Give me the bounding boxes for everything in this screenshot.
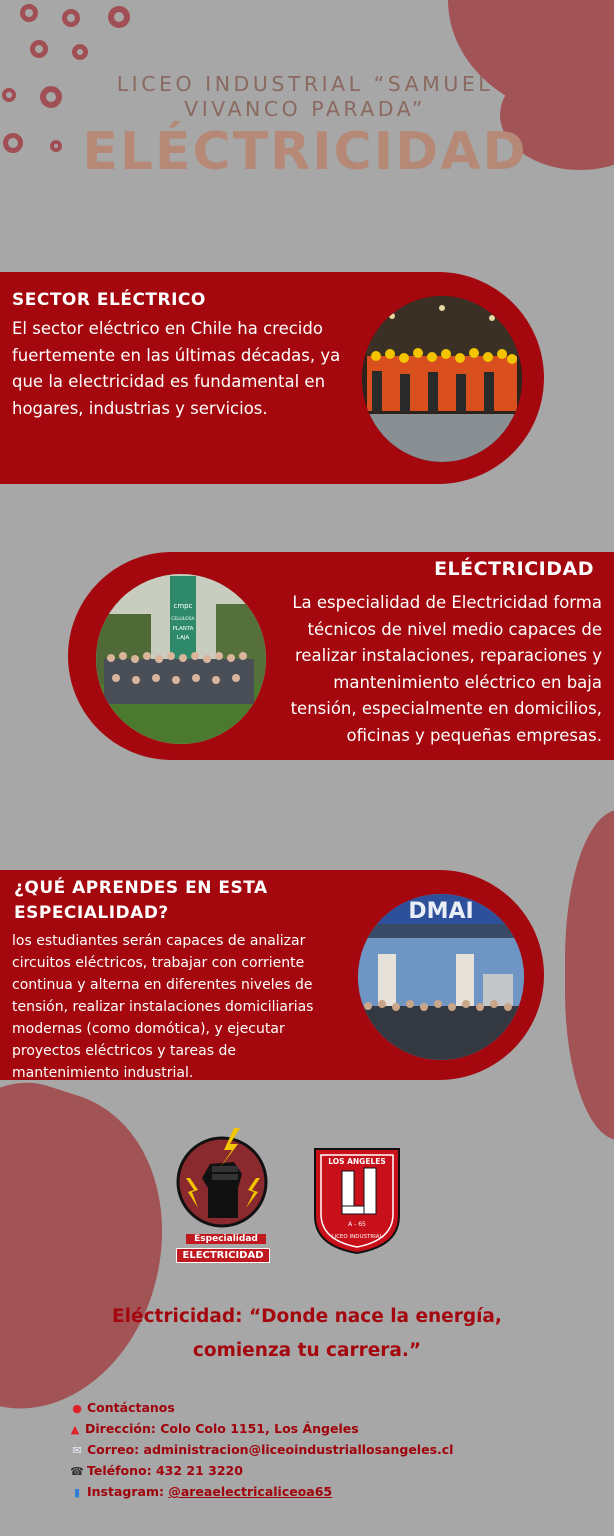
contact-email-row	[70, 1440, 453, 1461]
sign-celulosa: CELULOSA	[171, 617, 195, 622]
section-aprendes-heading: ¿QUÉ APRENDES EN ESTA ESPECIALIDAD?	[14, 878, 268, 923]
decor-ring	[20, 4, 38, 22]
contact-instagram-row	[70, 1482, 453, 1503]
contact-instagram-label: Instagram:	[87, 1484, 169, 1499]
decor-ring	[2, 88, 16, 102]
section-sector-text: El sector eléctrico en Chile ha crecido fuertemente en las últimas décadas, ya que la electricidad es fundamental en hogares, industrias y servicios.	[12, 319, 341, 418]
crest-top-text: LOS ANGELES	[328, 1157, 386, 1166]
workers-group-photo	[362, 296, 522, 462]
section-aprendes-text: los estudiantes serán capaces de analizar circuitos eléctricos, trabajar con corriente continua y alterna en diferentes niveles de tensión, realizar instalaciones domiciliarias modernas (como domótica), y ejecutar proyectos eléctricos y tareas de mantenimiento industrial.	[12, 933, 314, 1081]
contact-email[interactable]: Correo: administracion@liceoindustriallosangeles.cl	[87, 1442, 454, 1457]
page-title: ELÉCTRICIDAD	[82, 122, 528, 182]
especialidad-electricidad-logo	[172, 1128, 272, 1268]
contact-title: Contáctanos	[87, 1400, 175, 1415]
pin-icon: ●	[72, 1402, 82, 1415]
students-planta-photo	[96, 574, 266, 744]
decor-ring	[30, 40, 48, 58]
decor-ring	[62, 9, 80, 27]
especialidad-small-label: Especialidad	[186, 1234, 266, 1244]
contact-phone-row	[70, 1461, 453, 1482]
slogan: Eléctricidad: “Donde nace la energía, comienza tu carrera.”	[112, 1306, 502, 1361]
crest-code-text: A - 65	[348, 1221, 366, 1228]
crest-bottom-text: LICEO INDUSTRIAL	[331, 1234, 383, 1240]
phone-icon: ☎	[70, 1465, 84, 1478]
mobile-phone-icon: ▮	[73, 1486, 81, 1499]
school-name: LICEO INDUSTRIAL “SAMUEL VIVANCO PARADA”	[116, 72, 494, 121]
section-electricidad-text: La especialidad de Electricidad forma técnicos de nivel medio capaces de realizar instalaciones, reparaciones y mantenimiento eléctrico en baja tensión, especialmente en domicilios, oficinas y pequeñas empresas.	[290, 593, 602, 745]
pushpin-icon: ▲	[70, 1423, 80, 1436]
contact-title-row	[70, 1398, 453, 1419]
especialidad-big-label: ELECTRICIDAD	[176, 1248, 270, 1263]
workers-group-photo-graphic	[362, 296, 522, 462]
envelope-icon: ✉	[72, 1444, 82, 1457]
sign-planta: PLANTA	[172, 626, 194, 632]
contact-phone[interactable]: Teléfono: 432 21 3220	[87, 1463, 243, 1478]
section-sector-heading: SECTOR ELÉCTRICO	[12, 290, 206, 310]
banner-text: DMAI	[408, 899, 474, 924]
decor-ring	[50, 140, 62, 152]
contact-address-row	[68, 1419, 453, 1440]
decor-ring	[72, 44, 88, 60]
decor-ring	[108, 6, 130, 28]
sign-cmpc: cmpc	[173, 602, 193, 610]
instagram-link[interactable]: @areaelectricaliceoa65	[168, 1484, 333, 1499]
decor-blob-right-mid	[565, 810, 614, 1140]
lightning-fist-icon	[172, 1128, 272, 1236]
contact-block	[70, 1398, 453, 1503]
students-port-photo-graphic	[358, 894, 524, 1060]
decor-ring	[3, 133, 23, 153]
crest-shield-icon	[312, 1146, 402, 1256]
decor-ring	[40, 86, 62, 108]
liceo-industrial-crest	[312, 1146, 402, 1256]
sign-laja: LAJA	[176, 635, 190, 641]
students-port-photo	[358, 894, 524, 1060]
section-electricidad-heading: ELÉCTRICIDAD	[434, 558, 594, 580]
contact-address: Dirección: Colo Colo 1151, Los Ángeles	[85, 1421, 359, 1436]
students-planta-photo-graphic	[96, 574, 266, 744]
